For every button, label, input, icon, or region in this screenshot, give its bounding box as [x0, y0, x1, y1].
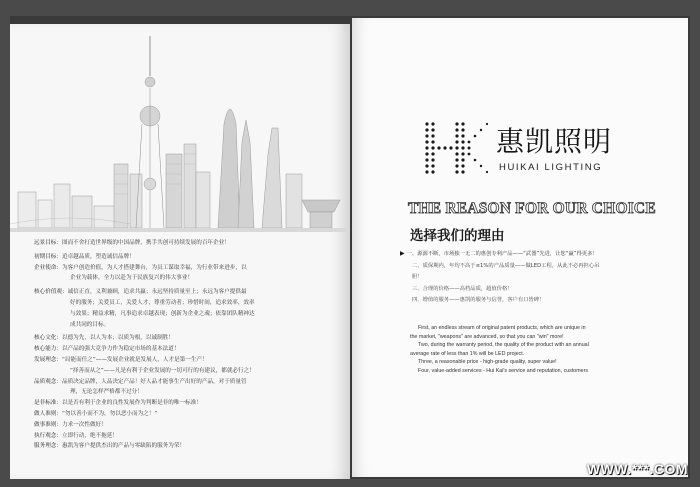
mission-item-core-culture: [34, 333, 334, 344]
mission-label: 做人准则：: [34, 410, 62, 417]
reasons-english-text: [410, 324, 678, 376]
mission-text-cont: 好的服务；关爱员工，关爱人才，尊重劳动者；珍惜时间，追求效率，效率: [70, 299, 255, 306]
reason-title-chinese: 选择我们的理由: [410, 228, 505, 244]
city-skyline-illustration: [10, 24, 350, 244]
logo-english-name: HUIKAI LIGHTING: [499, 162, 603, 173]
logo-chinese-name: 惠凯照明: [496, 125, 613, 158]
reason-item-cont: 胆！: [412, 274, 423, 280]
english-line: First, an endless stream of original patent products, which are unique in: [418, 325, 586, 331]
mission-text: 立即行动，绝不拖延！: [61, 432, 118, 439]
english-line: average rate of less than 1% will be LED project.: [410, 350, 525, 357]
mission-label: 企业使命：: [34, 264, 62, 271]
mission-text-cont: 企业为载体，全力以赴为于民族复兴的伟大事业！: [70, 275, 194, 282]
mission-item-right-wrong: [34, 398, 334, 409]
mission-text: “局能而任之”——发展企业就是发展人，人才是第一生产！: [61, 356, 208, 363]
mission-item-development: [34, 355, 334, 377]
reason-item: [400, 248, 670, 261]
mission-label: 发展理念：: [34, 356, 62, 363]
mission-label: 是非标准：: [34, 400, 62, 407]
reason-title-english: THE REASON FOR OUR CHOICE: [408, 200, 656, 217]
website-watermark: WWW.***.COM: [586, 461, 688, 477]
mission-label: 做事准则：: [34, 421, 62, 428]
mission-text-cont: 与效果；精益求精，凡事追求卓越表现；创新为企业之魂；依靠团队精神达: [70, 310, 255, 317]
mission-label: 远景目标：: [34, 240, 62, 246]
mission-label: 核心文化：: [34, 335, 62, 342]
mission-label: 初期目标：: [34, 253, 62, 260]
mission-label: 服务理念：: [34, 443, 62, 450]
mission-text: 力求一次性做好！: [61, 421, 107, 428]
mission-item-enterprise-mission: [34, 263, 334, 285]
mission-item-core-values: [34, 287, 334, 330]
mission-text: 以产品的强大竞争力作为稳定市场的基本法道！: [61, 346, 180, 353]
mission-label: 核心能力：: [34, 346, 62, 353]
reason-item: 二、质保期内，年均不高于≤1%的产品质量——做LED工程，从此不必再担心吊: [412, 262, 600, 269]
mission-item-execution: [34, 431, 334, 442]
english-line: the market, "weapons" are advanced, so that you can "win" more!: [410, 333, 564, 340]
mission-item-conduct: [34, 409, 334, 420]
reason-item: 四、增值的服务——惠凯的服务与信誉，客户有口皆碑！: [412, 297, 545, 303]
reason-item: 三、合理的价格——高档品质，超值价格！: [412, 285, 513, 292]
mission-item-initial-goal: [34, 252, 334, 263]
mission-text-cont: 理，无论怎样严格都不过分！: [70, 389, 143, 396]
huikai-logo: [424, 120, 613, 188]
mission-text: 诚信正直，义利兼顾，追求共赢；永远坚持质量至上；永远为客户提供最: [67, 289, 247, 296]
english-line: Three, a reasonable price - high-grade quality, super value!: [418, 359, 557, 366]
hk-dot-matrix-logo-icon: [424, 120, 492, 184]
left-page: [10, 24, 350, 479]
reason-text: 一、源源不断，市场独一无二的惠创专利产品——“武器”先进，让您“赢”得更多！: [406, 251, 598, 257]
mission-text: 以是否有利于企业的良性发展作为判断是非的唯一标准！: [61, 400, 202, 407]
english-line: Two, during the warranty period, the quality of the product with an annual: [418, 342, 589, 349]
reasons-chinese-list: [400, 248, 670, 307]
mission-text: 追卓越品质，塑造诚信品牌！: [61, 253, 135, 260]
mission-text: 惠凯为客户提供杰出的产品与零缺陷的服务为荣！: [61, 443, 186, 450]
right-page: [352, 18, 688, 477]
mission-label: 执行观念：: [34, 432, 62, 439]
mission-text: 品质决定品牌，人品决定产品！好人品才能事生产出好的产品，对于质量管: [61, 378, 247, 385]
mission-text: 以德为先，以人为本；以质为根，以诚制胜！: [61, 335, 174, 342]
mission-label: 核心价值观：: [34, 289, 68, 296]
mission-item-quality: [34, 377, 334, 399]
mission-item-core-ability: [34, 344, 334, 355]
mission-label: 品质观念：: [34, 378, 62, 385]
mission-text: “勿以善小而不为，勿以恶小而为之！”: [61, 410, 158, 417]
arrow-right-icon: ▶: [400, 250, 405, 257]
mission-item-work: [34, 420, 334, 431]
mission-text-cont: “择善而从之”——凡是有利于企业发展的一切可行的有建议，都就必行之！: [70, 367, 255, 374]
mission-item-vision: [34, 238, 334, 249]
english-line: Four, value-added services - Hui Kai's service and reputation, customers: [418, 367, 589, 374]
mission-text: 为客户创造价值，为人才搭建舞台，为员工谋取幸福，为行业带来进步，以: [61, 264, 247, 271]
mission-item-service: [34, 441, 334, 452]
mission-text-cont: 成共同的目标。: [70, 321, 110, 328]
company-mission-list: [34, 238, 334, 452]
mission-text: 图而不舍打造世界级的中国品牌，携手共创可持续发展的百年企业！: [61, 240, 230, 246]
